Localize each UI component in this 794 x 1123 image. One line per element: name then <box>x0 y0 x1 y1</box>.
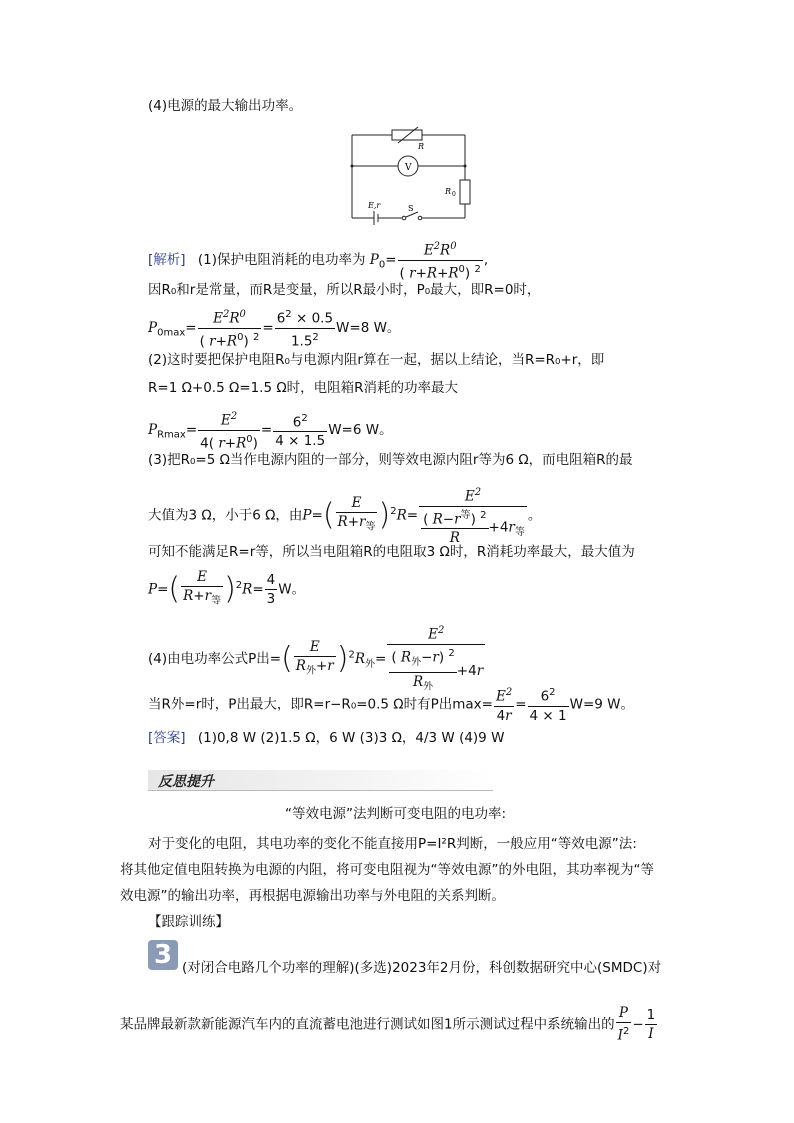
analysis-line-1: [解析] (1)保护电阻消耗的电功率为 $P_0=$ $\frac{E^2R^0}{( r+R+R^0) ^2}$ , <box>148 238 488 282</box>
analysis-line-4: (2)这时要把保护电阻R₀与电源内阻r算在一起，据以上结论，当R=R₀+r，即 <box>148 352 605 368</box>
answer-line <box>148 728 504 748</box>
question-3-line-2: 某品牌最新款新能源汽车内的直流蓄电池进行测试如图1所示测试过程中系统输出的 $\frac{P}{I^2}$ − $\frac{1}{I}$ <box>120 1005 656 1044</box>
question-number-badge: 3 <box>148 940 178 970</box>
circuit-diagram <box>340 125 480 225</box>
question-3-line-1: (对闭合电路几个功率的理解)(多选)2023年2月份，科创数据研究中心(SMDC)对 <box>182 960 662 976</box>
analysis-line-8: 大值为3 Ω，小于6 Ω，由P=( $\frac{E}{R+r_等}$ )$^2$R= $E^2$ $\frac{( R-r^等) ^2}{R}$ $+4r_等$ 。 <box>148 484 541 547</box>
analysis-tag: [解析] <box>148 252 186 268</box>
analysis-line-2: 因R₀和r是常量，而R是变量，所以R最小时，P₀最大，即R=0时， <box>148 282 541 298</box>
label-Er: E,r <box>368 201 381 210</box>
label-R: R <box>418 142 425 151</box>
label-R0: R <box>445 187 452 196</box>
analysis-line-7: (3)把R₀=5 Ω当作电源内阻的一部分，则等效电源内阻r等为6 Ω，而电阻箱R的最 <box>148 452 633 468</box>
answer-tag: [答案] <box>148 730 186 746</box>
analysis-line-11: (4)由电功率公式P出=( $\frac{E}{R_外+r}$ )$^2R_外=$ $E^2$ $\frac{( R_外-r) ^2}{R_外}$ +4r <box>148 622 486 696</box>
reflection-banner: 反思提升 <box>148 770 493 791</box>
reflection-title: “等效电源”法判断可变电阻的电功率: <box>285 806 507 822</box>
analysis-line-6: $P_{Rmax}=$ $\frac{E^2}{4( r+R^0)}$ = $\frac{6^2}{4 \times 1.5}$ W=6 W。 <box>148 408 393 452</box>
analysis-line-10: P=( $\frac{E}{R+r_等}$ )$^2$R= $\frac{4}{3}$ W。 <box>148 569 306 607</box>
voltmeter-label: V <box>405 163 412 173</box>
question-4: (4)电源的最大输出功率。 <box>148 98 303 114</box>
answer-text: (1)0,8 W (2)1.5 Ω，6 W (3)3 Ω，4/3 W (4)9 W <box>197 730 505 746</box>
reflection-para-3: 效电源”的输出功率，再根据电源输出功率与外电阻的关系判断。 <box>120 888 505 904</box>
analysis-line-3: $P_{0max}=$ $\frac{E^2R^0}{( r+R^0) ^2}$ = $\frac{6^2 \times 0.5}{1.5^2}$ W=8 W。 <box>148 306 400 350</box>
analysis-line-5: R=1 Ω+0.5 Ω=1.5 Ω时，电阻箱R消耗的功率最大 <box>148 380 459 396</box>
label-S: S <box>408 204 414 213</box>
reflection-para-1: 对于变化的电阻，其电功率的变化不能直接用P=I²R判断，一般应用“等效电源”法: <box>148 836 637 852</box>
reflection-para-2: 将其他定值电阻转换为电源的内阻，将可变电阻视为“等效电源”的外电阻，其功率视为“等 <box>120 862 654 878</box>
analysis-line-12: 当R外=r时，P出最大，即R=r−R₀=0.5 Ω时有P出max= $\frac{E^2}{4r}$ = $\frac{6^2}{4 \times 1}$ W=9 W。 <box>148 684 634 725</box>
follow-up-heading: 【跟踪训练】 <box>148 914 229 930</box>
svg-text:0: 0 <box>452 191 456 198</box>
analysis-line-9: 可知不能满足R=r等，所以当电阻箱R的电阻取3 Ω时，R消耗功率最大，最大值为 <box>148 544 635 560</box>
